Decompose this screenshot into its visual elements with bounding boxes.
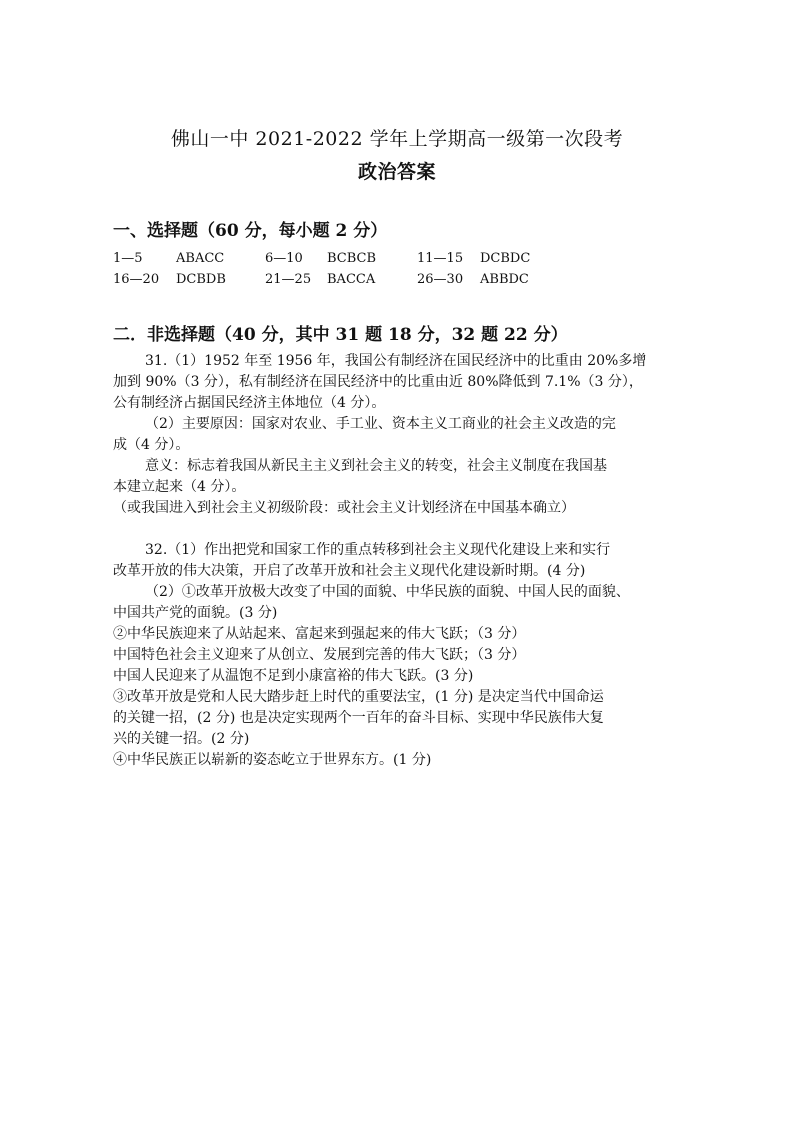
question-range: 21—25 — [265, 272, 312, 287]
section-heading-non-multiple-choice: 二．非选择题（40 分，其中 31 题 18 分，32 题 22 分） — [113, 325, 568, 345]
answer-text-line: 的关键一招，(2 分) 也是决定实现两个一百年的奋斗目标、实现中华民族伟大复 — [113, 710, 604, 726]
question-range: 11—15 — [417, 251, 464, 266]
answer-text-line: 中国共产党的面貌。(3 分) — [113, 605, 278, 621]
answer-key: BACCA — [327, 272, 376, 287]
answer-text-line: 加到 90%（3 分），私有制经济在国民经济中的比重由近 80%降低到 7.1%（3 分）， — [113, 374, 643, 390]
answer-text-line: 本建立起来（4 分）。 — [113, 479, 246, 495]
answer-text-line: ④中华民族正以崭新的姿态屹立于世界东方。(1 分) — [113, 752, 432, 768]
answer-key: ABACC — [176, 251, 225, 266]
question-range: 6—10 — [265, 251, 303, 266]
answer-key: BCBCB — [327, 251, 377, 266]
answer-key: DCBDC — [480, 251, 531, 266]
answer-text-line: 31.（1）1952 年至 1956 年，我国公有制经济在国民经济中的比重由 20%多增 — [145, 353, 647, 369]
section-heading-multiple-choice: 一、选择题（60 分，每小题 2 分） — [113, 221, 388, 241]
answer-text-line: 中国人民迎来了从温饱不足到小康富裕的伟大飞跃。(3 分) — [113, 668, 474, 684]
answer-text-line: ③改革开放是党和人民大踏步赶上时代的重要法宝，(1 分) 是决定当代中国命运 — [113, 689, 604, 705]
answer-text-line: 中国特色社会主义迎来了从创立、发展到完善的伟大飞跃；（3 分） — [113, 647, 526, 663]
answer-text-line: 成（4 分）。 — [113, 437, 190, 453]
question-range: 16—20 — [113, 272, 160, 287]
answer-text-line: （2）主要原因：国家对农业、手工业、资本主义工商业的社会主义改造的完 — [145, 416, 616, 432]
answer-text-line: 32.（1）作出把党和国家工作的重点转移到社会主义现代化建设上来和实行 — [145, 542, 611, 558]
question-range: 26—30 — [417, 272, 464, 287]
answer-key: DCBDB — [176, 272, 226, 287]
answer-text-line: （2）①改革开放极大改变了中国的面貌、中华民族的面貌、中国人民的面貌、 — [145, 584, 630, 600]
answer-row — [113, 272, 713, 292]
answer-row — [113, 251, 713, 271]
answer-text-line: 改革开放的伟大决策，开启了改革开放和社会主义现代化建设新时期。(4 分) — [113, 563, 586, 579]
answer-text-line: ②中华民族迎来了从站起来、富起来到强起来的伟大飞跃；（3 分） — [113, 626, 526, 642]
document-title: 佛山一中 2021-2022 学年上学期高一级第一次段考 — [170, 128, 624, 150]
question-range: 1—5 — [113, 251, 143, 266]
answer-text-line: 意义：标志着我国从新民主主义到社会主义的转变，社会主义制度在我国基 — [145, 458, 607, 474]
answer-key: ABBDC — [480, 272, 529, 287]
answer-text-line: （或我国进入到社会主义初级阶段：或社会主义计划经济在中国基本确立） — [113, 500, 575, 516]
answer-text-line: 公有制经济占据国民经济主体地位（4 分）。 — [113, 395, 386, 411]
answer-text-line: 兴的关键一招。(2 分) — [113, 731, 250, 747]
document-subtitle: 政治答案 — [357, 161, 436, 183]
